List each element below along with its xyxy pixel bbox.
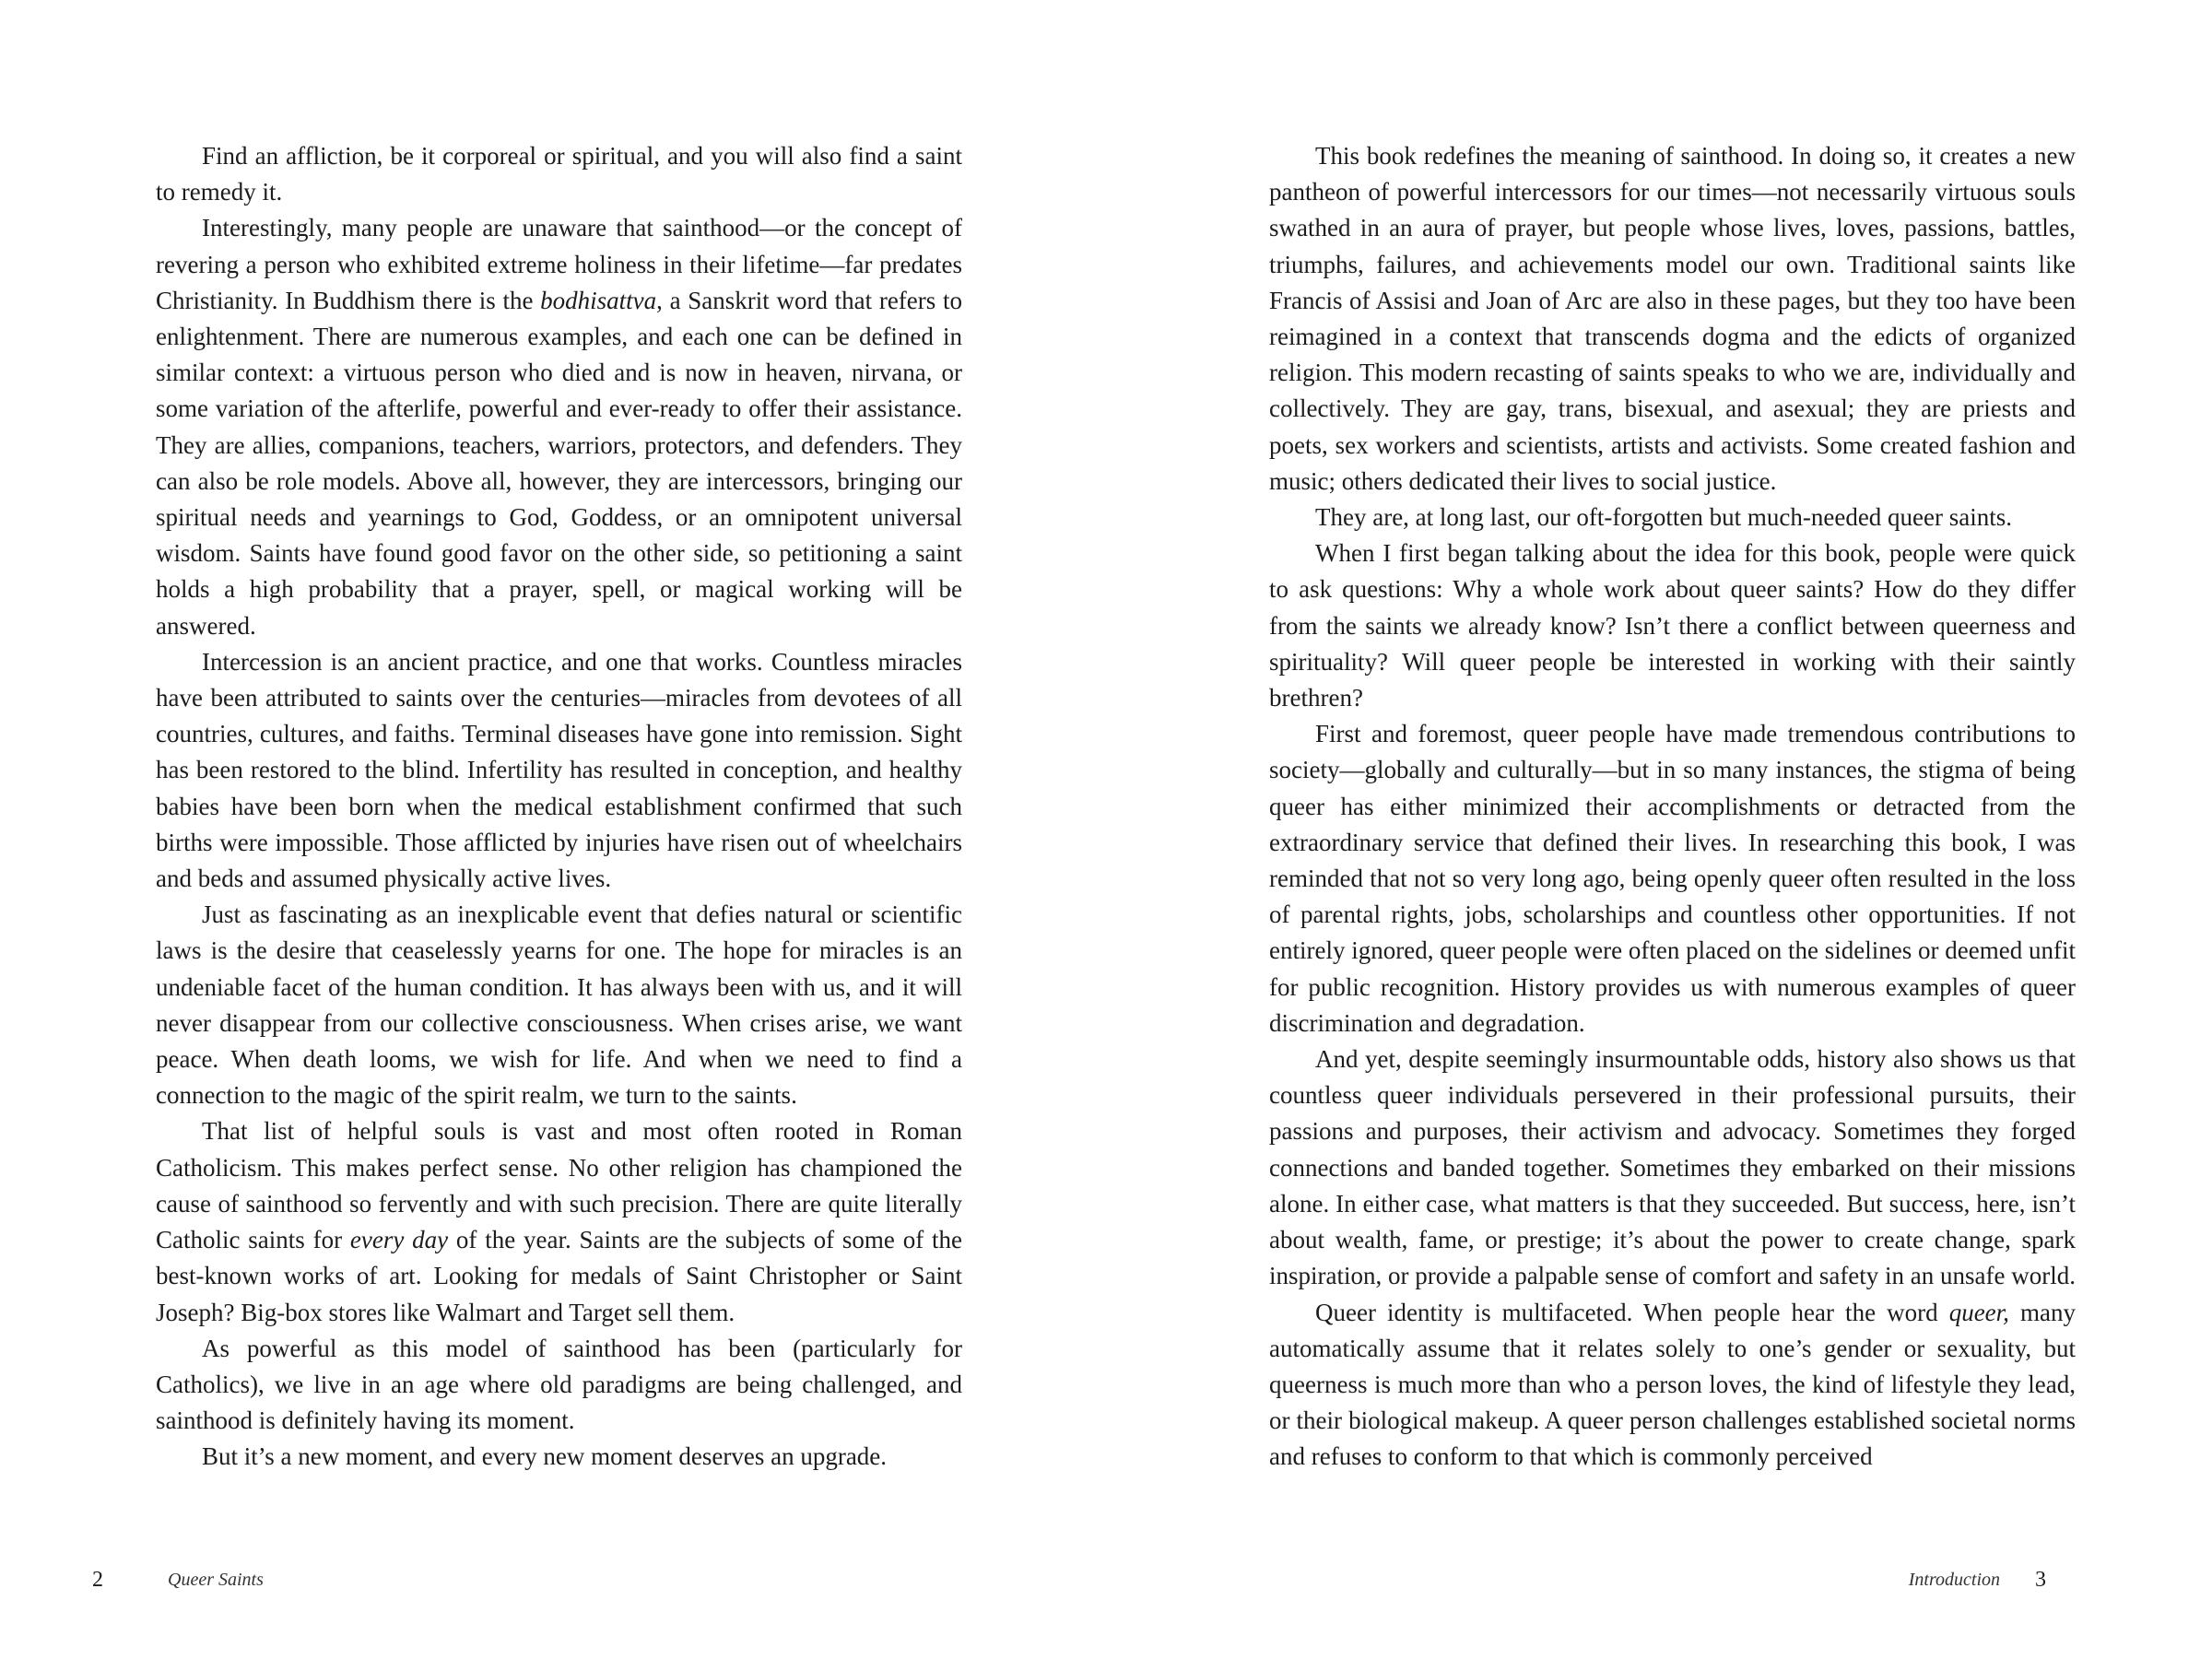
- paragraph-text: That list of helpful souls is vast and most often rooted in Roman Catholicism. This makes perfect sense. No other religion has championed the cause of sainthood so fervently and with such precision. There are quite literally Catholic saints for: [156, 1117, 962, 1254]
- paragraph: Intercession is an ancient practice, and one that works. Countless miracles have been attributed to saints over the centuries—miracles from devotees of all countries, cultures, and faiths. Terminal diseases have gone into remission. Sight has been restored to the blind. Infertility has resulted in conception, and healthy babies have been born when the medical establishment confirmed that such births were impossible. Those afflicted by injuries have risen out of wheelchairs and beds and assumed physically active lives.: [156, 647, 962, 893]
- left-page-body: [156, 138, 962, 1476]
- page-number: 2: [92, 1568, 103, 1592]
- paragraph-text: of the year. Saints are the subjects of some of the best-known works of art. Looking for medals of Saint Christopher or Saint Joseph? Big-box stores like Walmart and Target sell them.: [156, 1226, 962, 1326]
- right-page: [1106, 0, 2212, 1659]
- paragraph: First and foremost, queer people have made tremendous contributions to society—globally and culturally—but in so many instances, the stigma of being queer has either minimized their accomplishments or detracted from the extraordinary service that defined their lives. In researching this book, I was reminded that not so very long ago, being openly queer often resulted in the loss of parental rights, jobs, scholarships and countless other opportunities. If not entirely ignored, queer people were often placed on the sidelines or deemed unfit for public recognition. History provides us with numerous examples of queer discrimination and degradation.: [1269, 720, 2076, 1037]
- paragraph: They are, at long last, our oft-forgotten but much-needed queer saints.: [1315, 503, 2013, 532]
- paragraph: As powerful as this model of sainthood has been (particularly for Catholics), we live in an age where old paradigms are being challenged, and sainthood is definitely having its moment.: [156, 1334, 962, 1435]
- paragraph: This book redefines the meaning of sainthood. In doing so, it creates a new pantheon of powerful intercessors for our times—not necessarily virtuous souls swathed in an aura of prayer, but people whose lives, loves, passions, battles, triumphs, failures, and achievements model our own. Traditional saints like Francis of Assisi and Joan of Arc are also in these pages, but they too have been reimagined in a context that transcends dogma and the edicts of organized religion. This modern recasting of saints speaks to who we are, individually and collectively. They are gay, trans, bisexual, and asexual; they are priests and poets, sex workers and scientists, artists and activists. Some created fashion and music; others dedicated their lives to social justice.: [1269, 142, 2076, 495]
- paragraph: [156, 1113, 962, 1330]
- italic-term: queer,: [1948, 1298, 2009, 1326]
- paragraph: Find an affliction, be it corporeal or spiritual, and you will also find a saint to remedy it.: [156, 142, 962, 206]
- italic-term: bodhisattva: [540, 286, 657, 314]
- paragraph: But it’s a new moment, and every new moment deserves an upgrade.: [202, 1442, 888, 1471]
- italic-term: every day: [349, 1226, 449, 1254]
- running-head: Queer Saints: [168, 1570, 264, 1590]
- paragraph: And yet, despite seemingly insurmountable odds, history also shows us that countless queer individuals persevered in their professional pursuits, their passions and purposes, their activism and advocacy. Sometimes they forged connections and banded together. Sometimes they embarked on their missions alone. In either case, what matters is that they succeeded. But success, here, isn’t about wealth, fame, or prestige; it’s about the power to create change, spark inspiration, or provide a palpable sense of comfort and safety in an unsafe world.: [1269, 1045, 2076, 1290]
- paragraph-text: Interestingly, many people are unaware that sainthood—or the concept of revering a person who exhibited extreme holiness in their lifetime—far predates Christianity. In Buddhism there is the: [156, 214, 962, 314]
- paragraph: When I first began talking about the idea for this book, people were quick to ask questions: Why a whole work about queer saints? How do they differ from the saints we already know? Isn’t there a conflict between queerness and spirituality? Will queer people be interested in working with their saintly brethren?: [1269, 539, 2076, 712]
- paragraph-text: Queer identity is multifaceted. When people hear the word: [1315, 1298, 1949, 1326]
- paragraph: [1269, 1295, 2076, 1476]
- right-page-body: [1269, 138, 2076, 1476]
- paragraph: [156, 210, 962, 643]
- running-head: Introduction: [1908, 1570, 2000, 1590]
- paragraph-text: many automatically assume that it relates solely to one’s gender or sexuality, but queerness is much more than who a person loves, the kind of lifestyle they lead, or their biological makeup. A queer person challenges established societal norms and refuses to conform to that which is commonly perceived: [1269, 1298, 2076, 1471]
- page-number: 3: [2035, 1568, 2046, 1592]
- paragraph-text: , a Sanskrit word that refers to enlightenment. There are numerous examples, and each one can be defined in similar context: a virtuous person who died and is now in heaven, nirvana, or some variation of the afterlife, powerful and ever-ready to offer their assistance. They are allies, companions, teachers, warriors, protectors, and defenders. They can also be role models. Above all, however, they are intercessors, bringing our spiritual needs and yearnings to God, Goddess, or an omnipotent universal wisdom. Saints have found good favor on the other side, so petitioning a saint holds a high probability that a prayer, spell, or magical working will be answered.: [156, 286, 962, 640]
- paragraph: Just as fascinating as an inexplicable event that defies natural or scientific laws is the desire that ceaselessly yearns for one. The hope for miracles is an undeniable facet of the human condition. It has always been with us, and it will never disappear from our collective consciousness. When crises arise, we want peace. When death looms, we wish for life. And when we need to find a connection to the magic of the spirit realm, we turn to the saints.: [156, 900, 962, 1110]
